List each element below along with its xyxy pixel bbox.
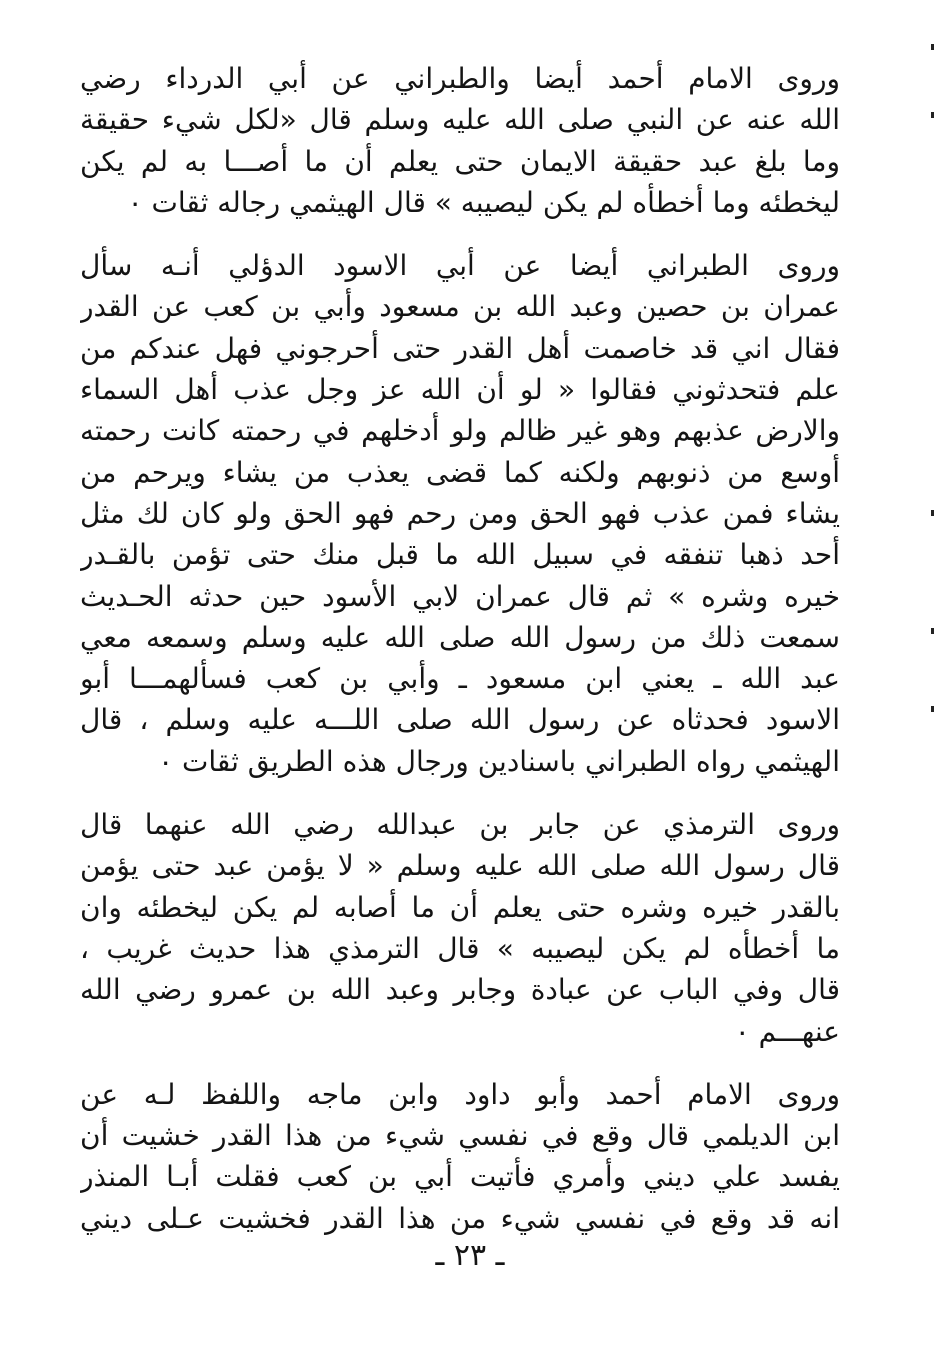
paragraph-abu-al-aswad: [80, 245, 840, 782]
text-line: ما أخطأه لم يكن ليصيبه » قال الترمذي هذا حديث غريب ،: [80, 931, 840, 965]
paragraph-ibn-al-daylami: [80, 1074, 840, 1239]
scan-edge-mark: [931, 112, 934, 118]
text-line: وروى الامام أحمد أيضا والطبراني عن أبي الدرداء رضي: [80, 62, 840, 95]
text-line: عبد الله ـ يعني ابن مسعود ـ وأبي بن كعب فسألهمـــا أبو: [80, 662, 840, 696]
text-line: سمعت ذلك من رسول الله صلى الله عليه وسلم وسمعه معي: [80, 620, 840, 654]
text-line: عمران بن حصين وعبد الله بن مسعود وأبي بن كعب عن القدر: [80, 290, 840, 324]
text-line: فقال اني قد خاصمت أهل القدر حتى أحرجوني فهل عندكم من: [80, 331, 840, 365]
text-line: قال وفي الباب عن عبادة وجابر وعبد الله بن عمرو رضي الله: [80, 973, 840, 1007]
text-line: بالقدر خيره وشره حتى يعلم أن ما أصابه لم يكن ليخطئه وان: [80, 890, 840, 924]
text-line: عنهـــم ٠: [734, 1014, 840, 1048]
text-line: يفسد علي ديني وأمري فأتيت أبي بن كعب فقلت أبـا المنذر: [80, 1160, 840, 1194]
scan-edge-mark: [931, 706, 934, 712]
text-line: ليخطئه وما أخطأه لم يكن ليصيبه » قال الهيثمي رجاله ثقات ٠: [127, 185, 840, 219]
paragraph-abu-darda: [80, 58, 840, 223]
page-number: ـ ٢٣ ـ: [435, 1238, 505, 1273]
text-line: وروى الطبراني أيضا عن أبي الاسود الدؤلي أنـه سأل: [80, 249, 840, 283]
text-line: يشاء فمن عذب فهو الحق ومن رحم فهو الحق ولو كان لك مثل: [80, 496, 840, 530]
text-line: وما بلغ عبد حقيقة الايمان حتى يعلم أن ما أصـــا به لم يكن: [80, 144, 840, 178]
scan-edge-mark: [931, 628, 934, 634]
text-line: أوسع من ذنوبهم ولكنه كما قضى يعذب من يشاء ويرحم من: [80, 455, 840, 489]
text-line: ابن الديلمي قال وقع في نفسي شيء من هذا القدر خشيت أن: [80, 1119, 840, 1153]
text-line: الاسود فحدثاه عن رسول الله صلى اللـــه عليه وسلم ، قال: [80, 703, 840, 737]
text-line: انه قد وقع في نفسي شيء من هذا القدر فخشيت عـلى ديني: [80, 1201, 840, 1235]
text-line: الهيثمي رواه الطبراني باسنادين ورجال هذه الطريق ثقات ٠: [158, 744, 840, 778]
text-line: والارض عذبهم وهو غير ظالم ولو أدخلهم في رحمته كانت رحمته: [80, 414, 840, 448]
scan-edge-mark: [931, 510, 934, 516]
text-line: قال رسول الله صلى الله عليه وسلم « لا يؤمن عبد حتى يؤمن: [80, 849, 840, 883]
text-line: وروى الامام أحمد وأبو داود وابن ماجه واللفظ لـه عن: [80, 1077, 840, 1111]
text-line: علم فتحدثوني فقالوا « لو أن الله عز وجل عذب أهل السماء: [80, 373, 840, 407]
paragraph-tirmidhi: [80, 804, 840, 1052]
scan-edge-mark: [931, 44, 934, 50]
text-line: أحد ذهبا تنفقه في سبيل الله ما قبل منك حتى تؤمن بالقـدر: [80, 538, 840, 572]
text-line: الله عنه عن النبي صلى الله عليه وسلم قال «لكل شيء حقيقة: [80, 103, 840, 137]
page-body: [80, 58, 840, 1261]
text-line: خيره وشره » ثم قال عمران لابي الأسود حين حدثه الحـديث: [80, 579, 840, 613]
text-line: وروى الترمذي عن جابر بن عبدالله رضي الله عنهما قال: [80, 808, 840, 842]
